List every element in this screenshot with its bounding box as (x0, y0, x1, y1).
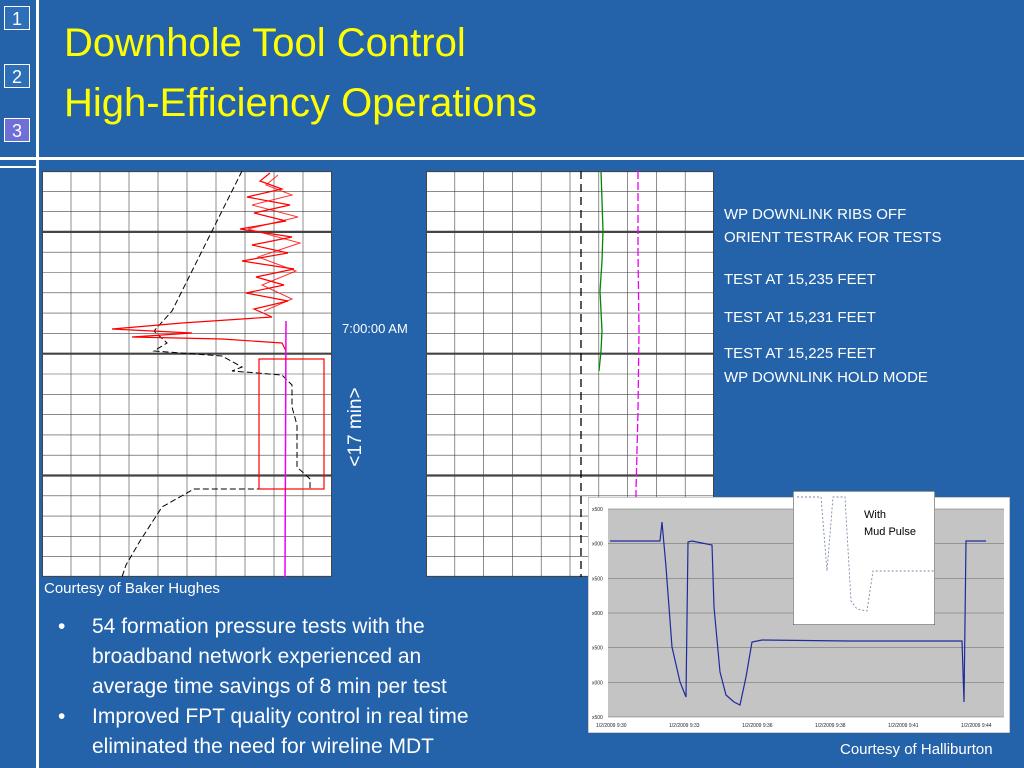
pressure-y-tick: x500 (592, 715, 603, 721)
pressure-x-tick: 1/2/2009 9:36 (742, 723, 773, 729)
pressure-x-tick: 1/2/2009 9:41 (888, 723, 919, 729)
bullet-item (48, 702, 568, 762)
pressure-y-tick: x000 (592, 611, 603, 617)
sidebar (0, 0, 36, 768)
nav-slide-1[interactable]: 1 (4, 6, 30, 30)
log-track-left (42, 171, 332, 577)
pressure-x-tick: 1/2/2009 9:33 (669, 723, 700, 729)
sidebar-divider (36, 0, 39, 768)
pressure-y-tick: x500 (592, 507, 603, 513)
pressure-y-tick: x000 (592, 541, 603, 548)
note-test-15231: TEST AT 15,231 FEET (724, 309, 876, 326)
note-hold-mode: WP DOWNLINK HOLD MODE (724, 369, 928, 386)
nav-slide-3[interactable]: 3 (4, 118, 30, 142)
pressure-credit: Courtesy of Halliburton (840, 741, 993, 758)
title-line-1: Downhole Tool Control (64, 21, 466, 65)
title-line-2: High-Efficiency Operations (64, 81, 537, 125)
sidebar-tick (0, 166, 36, 168)
bullet-2-line-1: Improved FPT quality control in real time (92, 705, 469, 728)
bullet-1-line-2: broadband network experienced an (92, 645, 422, 668)
inset-label-1: With (864, 509, 886, 521)
bullet-1-line-1: 54 formation pressure tests with the (92, 615, 425, 638)
pressure-y-tick: x500 (592, 576, 603, 583)
duration-label: <17 min> (345, 387, 366, 467)
pressure-y-tick: x000 (592, 680, 603, 687)
bullet-1-line-3: average time savings of 8 min per test (92, 675, 447, 698)
note-test-15225: TEST AT 15,225 FEET (724, 345, 876, 362)
note-orient-testrak: ORIENT TESTRAK FOR TESTS (724, 229, 942, 246)
inset-label-2: Mud Pulse (864, 526, 916, 538)
nav-slide-2[interactable]: 2 (4, 64, 30, 88)
pressure-x-tick: 1/2/2009 9:30 (596, 723, 627, 729)
note-ribs-off: WP DOWNLINK RIBS OFF (724, 206, 907, 223)
note-test-15235: TEST AT 15,235 FEET (724, 271, 876, 288)
time-label: 7:00:00 AM (342, 321, 408, 336)
pressure-x-tick: 1/2/2009 9:44 (961, 723, 992, 729)
bullet-2-line-2: eliminated the need for wireline MDT (92, 735, 434, 758)
pressure-x-tick: 1/2/2009 9:38 (815, 723, 846, 729)
bullet-item (48, 612, 568, 702)
title-rule (0, 157, 1024, 160)
log-credit: Courtesy of Baker Hughes (44, 580, 220, 597)
bullet-list (48, 612, 568, 762)
pressure-y-tick: x500 (592, 645, 603, 652)
